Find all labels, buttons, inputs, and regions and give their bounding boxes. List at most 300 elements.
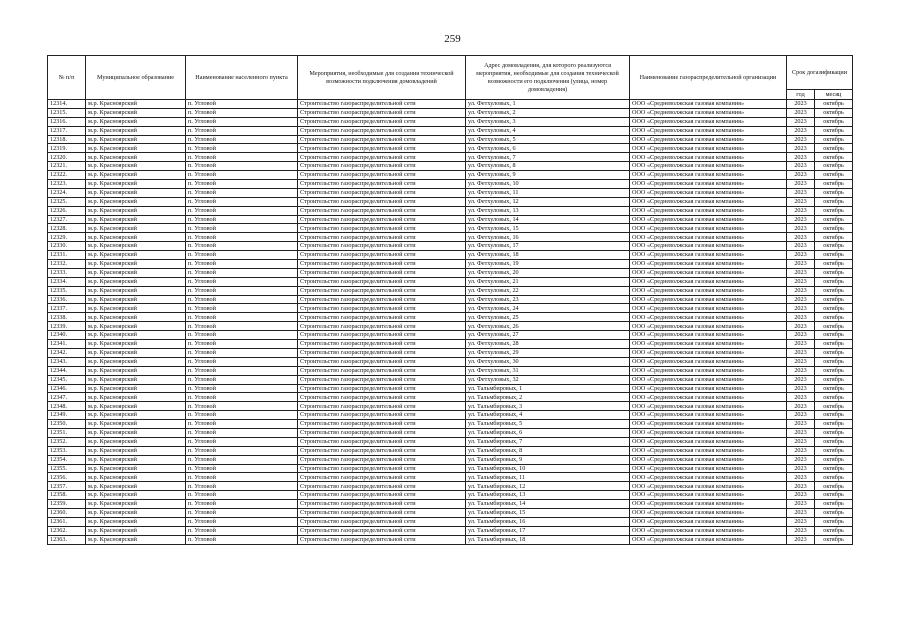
table-row <box>48 206 853 215</box>
year-cell: 2023 <box>787 322 815 331</box>
address-cell: ул. Фетхуловых, 23 <box>466 295 630 304</box>
measures-cell: Строительство газораспределительной сети <box>298 393 466 402</box>
organization-cell: ООО «Средневолжская газовая компания» <box>630 126 787 135</box>
address-cell: ул. Тальмбировых, 11 <box>466 473 630 482</box>
municipality-cell: м.р. Красноярский <box>86 366 186 375</box>
address-cell: ул. Фетхуловых, 12 <box>466 197 630 206</box>
measures-cell: Строительство газораспределительной сети <box>298 473 466 482</box>
row-number: 12359. <box>48 500 86 509</box>
address-cell: ул. Фетхуловых, 25 <box>466 313 630 322</box>
organization-cell: ООО «Средневолжская газовая компания» <box>630 224 787 233</box>
address-cell: ул. Фетхуловых, 18 <box>466 251 630 260</box>
municipality-cell: м.р. Красноярский <box>86 535 186 544</box>
year-cell: 2023 <box>787 473 815 482</box>
measures-cell: Строительство газораспределительной сети <box>298 260 466 269</box>
settlement-cell: п. Угловой <box>186 491 298 500</box>
year-cell: 2023 <box>787 117 815 126</box>
year-cell: 2023 <box>787 286 815 295</box>
header-organization: Наименование газораспределительной организации <box>630 56 787 100</box>
address-cell: ул. Фетхуловых, 24 <box>466 304 630 313</box>
municipality-cell: м.р. Красноярский <box>86 517 186 526</box>
month-cell: октябрь <box>815 428 853 437</box>
gasification-table <box>47 55 853 545</box>
month-cell: октябрь <box>815 180 853 189</box>
address-cell: ул. Тальмбировых, 14 <box>466 500 630 509</box>
row-number: 12349. <box>48 411 86 420</box>
year-cell: 2023 <box>787 357 815 366</box>
year-cell: 2023 <box>787 526 815 535</box>
address-cell: ул. Тальмбировых, 9 <box>466 455 630 464</box>
address-cell: ул. Фетхуловых, 6 <box>466 144 630 153</box>
organization-cell: ООО «Средневолжская газовая компания» <box>630 233 787 242</box>
organization-cell: ООО «Средневолжская газовая компания» <box>630 251 787 260</box>
measures-cell: Строительство газораспределительной сети <box>298 171 466 180</box>
row-number: 12339. <box>48 322 86 331</box>
organization-cell: ООО «Средневолжская газовая компания» <box>630 357 787 366</box>
address-cell: ул. Фетхуловых, 31 <box>466 366 630 375</box>
measures-cell: Строительство газораспределительной сети <box>298 304 466 313</box>
settlement-cell: п. Угловой <box>186 455 298 464</box>
table-row <box>48 215 853 224</box>
settlement-cell: п. Угловой <box>186 366 298 375</box>
month-cell: октябрь <box>815 153 853 162</box>
address-cell: ул. Фетхуловых, 10 <box>466 180 630 189</box>
table-row <box>48 286 853 295</box>
settlement-cell: п. Угловой <box>186 233 298 242</box>
month-cell: октябрь <box>815 420 853 429</box>
year-cell: 2023 <box>787 348 815 357</box>
month-cell: октябрь <box>815 393 853 402</box>
municipality-cell: м.р. Красноярский <box>86 153 186 162</box>
measures-cell: Строительство газораспределительной сети <box>298 446 466 455</box>
measures-cell: Строительство газораспределительной сети <box>298 197 466 206</box>
organization-cell: ООО «Средневолжская газовая компания» <box>630 322 787 331</box>
organization-cell: ООО «Средневолжская газовая компания» <box>630 206 787 215</box>
year-cell: 2023 <box>787 384 815 393</box>
measures-cell: Строительство газораспределительной сети <box>298 215 466 224</box>
year-cell: 2023 <box>787 375 815 384</box>
year-cell: 2023 <box>787 135 815 144</box>
row-number: 12320. <box>48 153 86 162</box>
municipality-cell: м.р. Красноярский <box>86 295 186 304</box>
settlement-cell: п. Угловой <box>186 206 298 215</box>
municipality-cell: м.р. Красноярский <box>86 304 186 313</box>
municipality-cell: м.р. Красноярский <box>86 144 186 153</box>
month-cell: октябрь <box>815 233 853 242</box>
municipality-cell: м.р. Красноярский <box>86 331 186 340</box>
organization-cell: ООО «Средневолжская газовая компания» <box>630 180 787 189</box>
organization-cell: ООО «Средневолжская газовая компания» <box>630 144 787 153</box>
measures-cell: Строительство газораспределительной сети <box>298 144 466 153</box>
year-cell: 2023 <box>787 215 815 224</box>
measures-cell: Строительство газораспределительной сети <box>298 508 466 517</box>
organization-cell: ООО «Средневолжская газовая компания» <box>630 268 787 277</box>
municipality-cell: м.р. Красноярский <box>86 135 186 144</box>
measures-cell: Строительство газораспределительной сети <box>298 277 466 286</box>
month-cell: октябрь <box>815 535 853 544</box>
month-cell: октябрь <box>815 162 853 171</box>
address-cell: ул. Тальмбировых, 18 <box>466 535 630 544</box>
address-cell: ул. Фетхуловых, 27 <box>466 331 630 340</box>
municipality-cell: м.р. Красноярский <box>86 188 186 197</box>
table-row <box>48 491 853 500</box>
row-number: 12336. <box>48 295 86 304</box>
table-row <box>48 331 853 340</box>
table-row <box>48 366 853 375</box>
month-cell: октябрь <box>815 117 853 126</box>
row-number: 12337. <box>48 304 86 313</box>
measures-cell: Строительство газораспределительной сети <box>298 526 466 535</box>
settlement-cell: п. Угловой <box>186 322 298 331</box>
address-cell: ул. Тальмбировых, 6 <box>466 428 630 437</box>
municipality-cell: м.р. Красноярский <box>86 437 186 446</box>
table-row <box>48 446 853 455</box>
header-measures: Мероприятия, необходимые для создания технической возможности подключения домовладений <box>298 56 466 100</box>
row-number: 12353. <box>48 446 86 455</box>
table-row <box>48 268 853 277</box>
municipality-cell: м.р. Красноярский <box>86 171 186 180</box>
settlement-cell: п. Угловой <box>186 402 298 411</box>
row-number: 12332. <box>48 260 86 269</box>
address-cell: ул. Фетхуловых, 14 <box>466 215 630 224</box>
settlement-cell: п. Угловой <box>186 135 298 144</box>
table-row <box>48 428 853 437</box>
settlement-cell: п. Угловой <box>186 348 298 357</box>
measures-cell: Строительство газораспределительной сети <box>298 188 466 197</box>
settlement-cell: п. Угловой <box>186 277 298 286</box>
address-cell: ул. Тальмбировых, 12 <box>466 482 630 491</box>
measures-cell: Строительство газораспределительной сети <box>298 340 466 349</box>
address-cell: ул. Фетхуловых, 26 <box>466 322 630 331</box>
row-number: 12315. <box>48 108 86 117</box>
municipality-cell: м.р. Красноярский <box>86 251 186 260</box>
municipality-cell: м.р. Красноярский <box>86 313 186 322</box>
header-year: год <box>787 90 815 100</box>
organization-cell: ООО «Средневолжская газовая компания» <box>630 500 787 509</box>
measures-cell: Строительство газораспределительной сети <box>298 233 466 242</box>
municipality-cell: м.р. Красноярский <box>86 526 186 535</box>
table-row <box>48 482 853 491</box>
organization-cell: ООО «Средневолжская газовая компания» <box>630 393 787 402</box>
header-settlement: Наименование населенного пункта <box>186 56 298 100</box>
municipality-cell: м.р. Красноярский <box>86 100 186 109</box>
organization-cell: ООО «Средневолжская газовая компания» <box>630 313 787 322</box>
row-number: 12334. <box>48 277 86 286</box>
address-cell: ул. Тальмбировых, 1 <box>466 384 630 393</box>
measures-cell: Строительство газораспределительной сети <box>298 108 466 117</box>
row-number: 12347. <box>48 393 86 402</box>
table-row <box>48 473 853 482</box>
measures-cell: Строительство газораспределительной сети <box>298 366 466 375</box>
table-row <box>48 153 853 162</box>
municipality-cell: м.р. Красноярский <box>86 268 186 277</box>
row-number: 12324. <box>48 188 86 197</box>
table-row <box>48 117 853 126</box>
measures-cell: Строительство газораспределительной сети <box>298 491 466 500</box>
table-row <box>48 411 853 420</box>
month-cell: октябрь <box>815 197 853 206</box>
measures-cell: Строительство газораспределительной сети <box>298 100 466 109</box>
settlement-cell: п. Угловой <box>186 171 298 180</box>
table-row <box>48 437 853 446</box>
address-cell: ул. Фетхуловых, 22 <box>466 286 630 295</box>
year-cell: 2023 <box>787 331 815 340</box>
row-number: 12350. <box>48 420 86 429</box>
address-cell: ул. Фетхуловых, 21 <box>466 277 630 286</box>
municipality-cell: м.р. Красноярский <box>86 340 186 349</box>
row-number: 12317. <box>48 126 86 135</box>
row-number: 12326. <box>48 206 86 215</box>
address-cell: ул. Фетхуловых, 8 <box>466 162 630 171</box>
month-cell: октябрь <box>815 491 853 500</box>
measures-cell: Строительство газораспределительной сети <box>298 313 466 322</box>
measures-cell: Строительство газораспределительной сети <box>298 242 466 251</box>
year-cell: 2023 <box>787 393 815 402</box>
year-cell: 2023 <box>787 126 815 135</box>
settlement-cell: п. Угловой <box>186 357 298 366</box>
year-cell: 2023 <box>787 268 815 277</box>
address-cell: ул. Фетхуловых, 15 <box>466 224 630 233</box>
row-number: 12330. <box>48 242 86 251</box>
settlement-cell: п. Угловой <box>186 215 298 224</box>
municipality-cell: м.р. Красноярский <box>86 215 186 224</box>
settlement-cell: п. Угловой <box>186 313 298 322</box>
year-cell: 2023 <box>787 313 815 322</box>
month-cell: октябрь <box>815 313 853 322</box>
organization-cell: ООО «Средневолжская газовая компания» <box>630 366 787 375</box>
measures-cell: Строительство газораспределительной сети <box>298 126 466 135</box>
table-row <box>48 126 853 135</box>
month-cell: октябрь <box>815 268 853 277</box>
row-number: 12342. <box>48 348 86 357</box>
settlement-cell: п. Угловой <box>186 126 298 135</box>
table-row <box>48 508 853 517</box>
settlement-cell: п. Угловой <box>186 446 298 455</box>
month-cell: октябрь <box>815 108 853 117</box>
row-number: 12321. <box>48 162 86 171</box>
address-cell: ул. Тальмбировых, 2 <box>466 393 630 402</box>
year-cell: 2023 <box>787 277 815 286</box>
address-cell: ул. Фетхуловых, 20 <box>466 268 630 277</box>
year-cell: 2023 <box>787 420 815 429</box>
organization-cell: ООО «Средневолжская газовая компания» <box>630 420 787 429</box>
header-municipality: Муниципальное образование <box>86 56 186 100</box>
municipality-cell: м.р. Красноярский <box>86 393 186 402</box>
month-cell: октябрь <box>815 242 853 251</box>
organization-cell: ООО «Средневолжская газовая компания» <box>630 197 787 206</box>
month-cell: октябрь <box>815 135 853 144</box>
organization-cell: ООО «Средневолжская газовая компания» <box>630 491 787 500</box>
table-row <box>48 162 853 171</box>
row-number: 12331. <box>48 251 86 260</box>
year-cell: 2023 <box>787 411 815 420</box>
year-cell: 2023 <box>787 500 815 509</box>
table-row <box>48 144 853 153</box>
table-row <box>48 322 853 331</box>
year-cell: 2023 <box>787 446 815 455</box>
table-row <box>48 393 853 402</box>
month-cell: октябрь <box>815 100 853 109</box>
organization-cell: ООО «Средневолжская газовая компания» <box>630 188 787 197</box>
settlement-cell: п. Угловой <box>186 117 298 126</box>
month-cell: октябрь <box>815 126 853 135</box>
month-cell: октябрь <box>815 260 853 269</box>
measures-cell: Строительство газораспределительной сети <box>298 180 466 189</box>
row-number: 12345. <box>48 375 86 384</box>
municipality-cell: м.р. Красноярский <box>86 473 186 482</box>
municipality-cell: м.р. Красноярский <box>86 357 186 366</box>
address-cell: ул. Тальмбировых, 5 <box>466 420 630 429</box>
row-number: 12355. <box>48 464 86 473</box>
settlement-cell: п. Угловой <box>186 428 298 437</box>
measures-cell: Строительство газораспределительной сети <box>298 464 466 473</box>
organization-cell: ООО «Средневолжская газовая компания» <box>630 384 787 393</box>
year-cell: 2023 <box>787 535 815 544</box>
organization-cell: ООО «Средневолжская газовая компания» <box>630 340 787 349</box>
year-cell: 2023 <box>787 180 815 189</box>
organization-cell: ООО «Средневолжская газовая компания» <box>630 117 787 126</box>
organization-cell: ООО «Средневолжская газовая компания» <box>630 402 787 411</box>
month-cell: октябрь <box>815 473 853 482</box>
municipality-cell: м.р. Красноярский <box>86 162 186 171</box>
organization-cell: ООО «Средневолжская газовая компания» <box>630 171 787 180</box>
table-row <box>48 535 853 544</box>
measures-cell: Строительство газораспределительной сети <box>298 135 466 144</box>
measures-cell: Строительство газораспределительной сети <box>298 295 466 304</box>
settlement-cell: п. Угловой <box>186 420 298 429</box>
settlement-cell: п. Угловой <box>186 188 298 197</box>
row-number: 12358. <box>48 491 86 500</box>
address-cell: ул. Фетхуловых, 3 <box>466 117 630 126</box>
row-number: 12318. <box>48 135 86 144</box>
organization-cell: ООО «Средневолжская газовая компания» <box>630 517 787 526</box>
year-cell: 2023 <box>787 100 815 109</box>
table-row <box>48 526 853 535</box>
settlement-cell: п. Угловой <box>186 375 298 384</box>
year-cell: 2023 <box>787 224 815 233</box>
measures-cell: Строительство газораспределительной сети <box>298 331 466 340</box>
organization-cell: ООО «Средневолжская газовая компания» <box>630 135 787 144</box>
month-cell: октябрь <box>815 402 853 411</box>
table-row <box>48 224 853 233</box>
organization-cell: ООО «Средневолжская газовая компания» <box>630 277 787 286</box>
row-number: 12316. <box>48 117 86 126</box>
address-cell: ул. Тальмбировых, 4 <box>466 411 630 420</box>
address-cell: ул. Фетхуловых, 19 <box>466 260 630 269</box>
municipality-cell: м.р. Красноярский <box>86 322 186 331</box>
municipality-cell: м.р. Красноярский <box>86 108 186 117</box>
municipality-cell: м.р. Красноярский <box>86 446 186 455</box>
measures-cell: Строительство газораспределительной сети <box>298 251 466 260</box>
settlement-cell: п. Угловой <box>186 197 298 206</box>
month-cell: октябрь <box>815 251 853 260</box>
table-row <box>48 197 853 206</box>
month-cell: октябрь <box>815 526 853 535</box>
organization-cell: ООО «Средневолжская газовая компания» <box>630 508 787 517</box>
measures-cell: Строительство газораспределительной сети <box>298 348 466 357</box>
municipality-cell: м.р. Красноярский <box>86 508 186 517</box>
year-cell: 2023 <box>787 233 815 242</box>
header-num: № п/п <box>48 56 86 100</box>
settlement-cell: п. Угловой <box>186 464 298 473</box>
measures-cell: Строительство газораспределительной сети <box>298 455 466 464</box>
municipality-cell: м.р. Красноярский <box>86 482 186 491</box>
organization-cell: ООО «Средневолжская газовая компания» <box>630 482 787 491</box>
municipality-cell: м.р. Красноярский <box>86 348 186 357</box>
measures-cell: Строительство газораспределительной сети <box>298 517 466 526</box>
measures-cell: Строительство газораспределительной сети <box>298 437 466 446</box>
address-cell: ул. Фетхуловых, 5 <box>466 135 630 144</box>
municipality-cell: м.р. Красноярский <box>86 260 186 269</box>
municipality-cell: м.р. Красноярский <box>86 197 186 206</box>
municipality-cell: м.р. Красноярский <box>86 277 186 286</box>
municipality-cell: м.р. Красноярский <box>86 464 186 473</box>
settlement-cell: п. Угловой <box>186 393 298 402</box>
measures-cell: Строительство газораспределительной сети <box>298 535 466 544</box>
address-cell: ул. Тальмбировых, 13 <box>466 491 630 500</box>
year-cell: 2023 <box>787 508 815 517</box>
organization-cell: ООО «Средневолжская газовая компания» <box>630 162 787 171</box>
month-cell: октябрь <box>815 206 853 215</box>
month-cell: октябрь <box>815 517 853 526</box>
measures-cell: Строительство газораспределительной сети <box>298 268 466 277</box>
settlement-cell: п. Угловой <box>186 242 298 251</box>
month-cell: октябрь <box>815 357 853 366</box>
table-row <box>48 357 853 366</box>
row-number: 12322. <box>48 171 86 180</box>
organization-cell: ООО «Средневолжская газовая компания» <box>630 153 787 162</box>
row-number: 12343. <box>48 357 86 366</box>
table-row <box>48 295 853 304</box>
measures-cell: Строительство газораспределительной сети <box>298 500 466 509</box>
municipality-cell: м.р. Красноярский <box>86 224 186 233</box>
organization-cell: ООО «Средневолжская газовая компания» <box>630 473 787 482</box>
year-cell: 2023 <box>787 171 815 180</box>
month-cell: октябрь <box>815 455 853 464</box>
month-cell: октябрь <box>815 437 853 446</box>
row-number: 12319. <box>48 144 86 153</box>
address-cell: ул. Фетхуловых, 16 <box>466 233 630 242</box>
month-cell: октябрь <box>815 224 853 233</box>
settlement-cell: п. Угловой <box>186 304 298 313</box>
month-cell: октябрь <box>815 277 853 286</box>
organization-cell: ООО «Средневолжская газовая компания» <box>630 428 787 437</box>
row-number: 12329. <box>48 233 86 242</box>
year-cell: 2023 <box>787 402 815 411</box>
municipality-cell: м.р. Красноярский <box>86 384 186 393</box>
year-cell: 2023 <box>787 304 815 313</box>
measures-cell: Строительство газораспределительной сети <box>298 482 466 491</box>
measures-cell: Строительство газораспределительной сети <box>298 117 466 126</box>
month-cell: октябрь <box>815 366 853 375</box>
row-number: 12314. <box>48 100 86 109</box>
table-row <box>48 348 853 357</box>
settlement-cell: п. Угловой <box>186 535 298 544</box>
table-row <box>48 171 853 180</box>
settlement-cell: п. Угловой <box>186 180 298 189</box>
settlement-cell: п. Угловой <box>186 331 298 340</box>
row-number: 12357. <box>48 482 86 491</box>
row-number: 12356. <box>48 473 86 482</box>
month-cell: октябрь <box>815 322 853 331</box>
address-cell: ул. Фетхуловых, 30 <box>466 357 630 366</box>
table-row <box>48 277 853 286</box>
year-cell: 2023 <box>787 491 815 500</box>
address-cell: ул. Тальмбировых, 15 <box>466 508 630 517</box>
measures-cell: Строительство газораспределительной сети <box>298 375 466 384</box>
address-cell: ул. Фетхуловых, 28 <box>466 340 630 349</box>
row-number: 12362. <box>48 526 86 535</box>
